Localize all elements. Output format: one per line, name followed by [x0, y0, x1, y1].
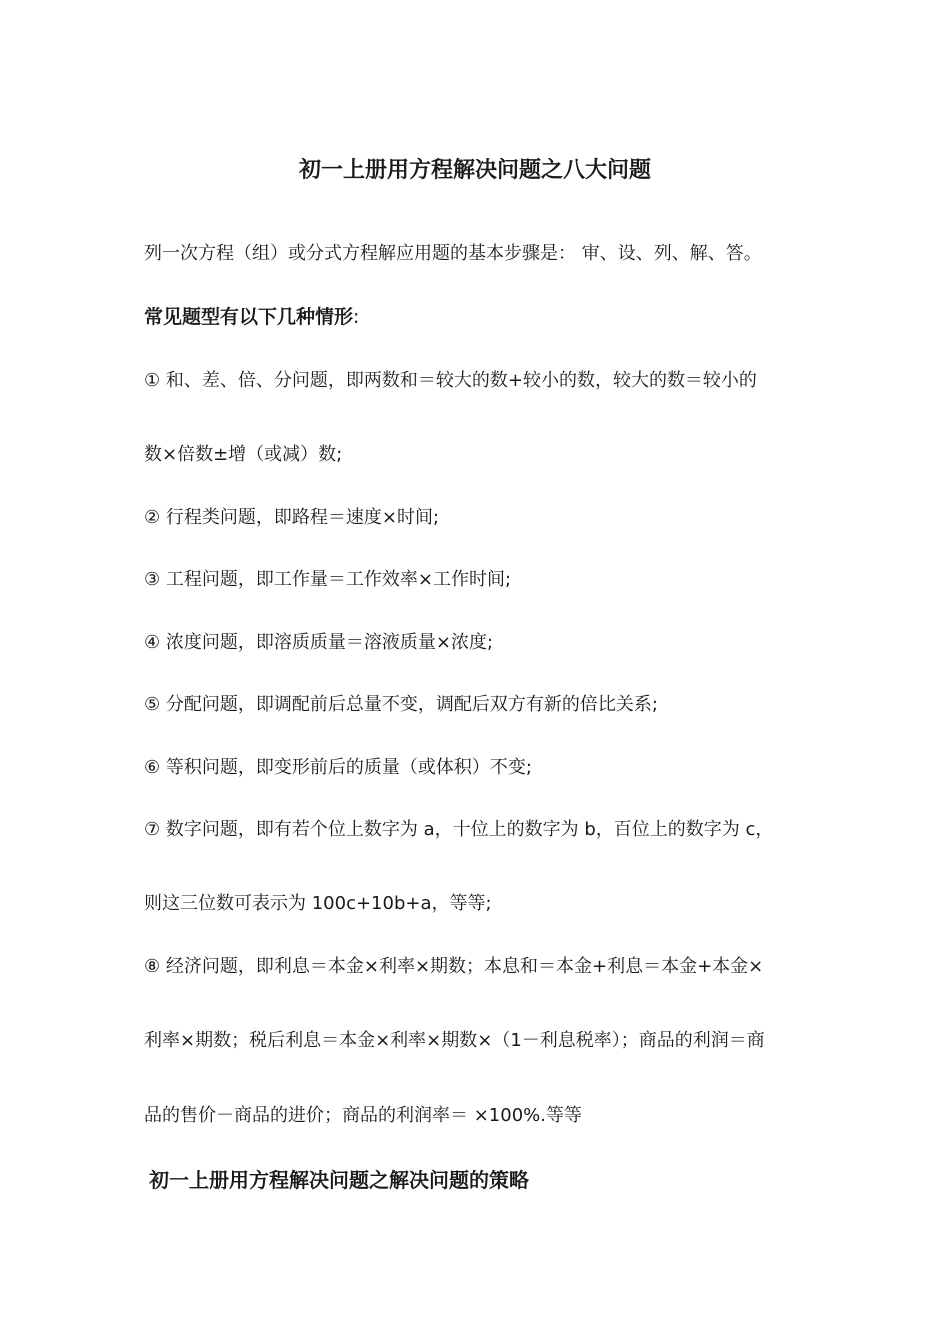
list-item: ① 和、差、倍、分问题，即两数和＝较大的数+较小的数，较大的数＝较小的	[144, 370, 757, 391]
list-item: ② 行程类问题，即路程＝速度×时间;	[144, 507, 440, 528]
section-heading: 初一上册用方程解决问题之解决问题的策略	[149, 1168, 529, 1192]
list-item: ③ 工程问题，即工作量＝工作效率×工作时间;	[144, 569, 512, 590]
list-item: ④ 浓度问题，即溶质质量＝溶液质量×浓度;	[144, 632, 494, 653]
list-item: 则这三位数可表示为 100c+10b+a，等等;	[144, 893, 492, 914]
page-title: 初一上册用方程解决问题之八大问题	[298, 158, 651, 183]
list-item: ⑧ 经济问题，即利息＝本金×利率×期数；本息和＝本金+利息＝本金+本金×	[144, 956, 764, 977]
list-item: 品的售价－商品的进价；商品的利润率＝ ×100%.等等	[144, 1105, 582, 1126]
types-heading	[144, 305, 359, 329]
list-item: ⑥ 等积问题，即变形前后的质量（或体积）不变;	[144, 757, 532, 778]
list-item: 数×倍数±增（或减）数;	[144, 444, 343, 465]
list-item: ⑦ 数字问题，即有若个位上数字为 a，十位上的数字为 b，百位上的数字为 c，	[144, 819, 774, 840]
intro-paragraph: 列一次方程（组）或分式方程解应用题的基本步骤是： 审、设、列、解、答。	[144, 243, 762, 264]
list-item: ⑤ 分配问题，即调配前后总量不变，调配后双方有新的倍比关系;	[144, 694, 658, 715]
types-heading-colon: :	[353, 306, 360, 328]
types-heading-text: 常见题型有以下几种情形	[144, 306, 354, 328]
list-item: 利率×期数；税后利息＝本金×利率×期数×（1－利息税率）；商品的利润＝商	[144, 1030, 765, 1051]
